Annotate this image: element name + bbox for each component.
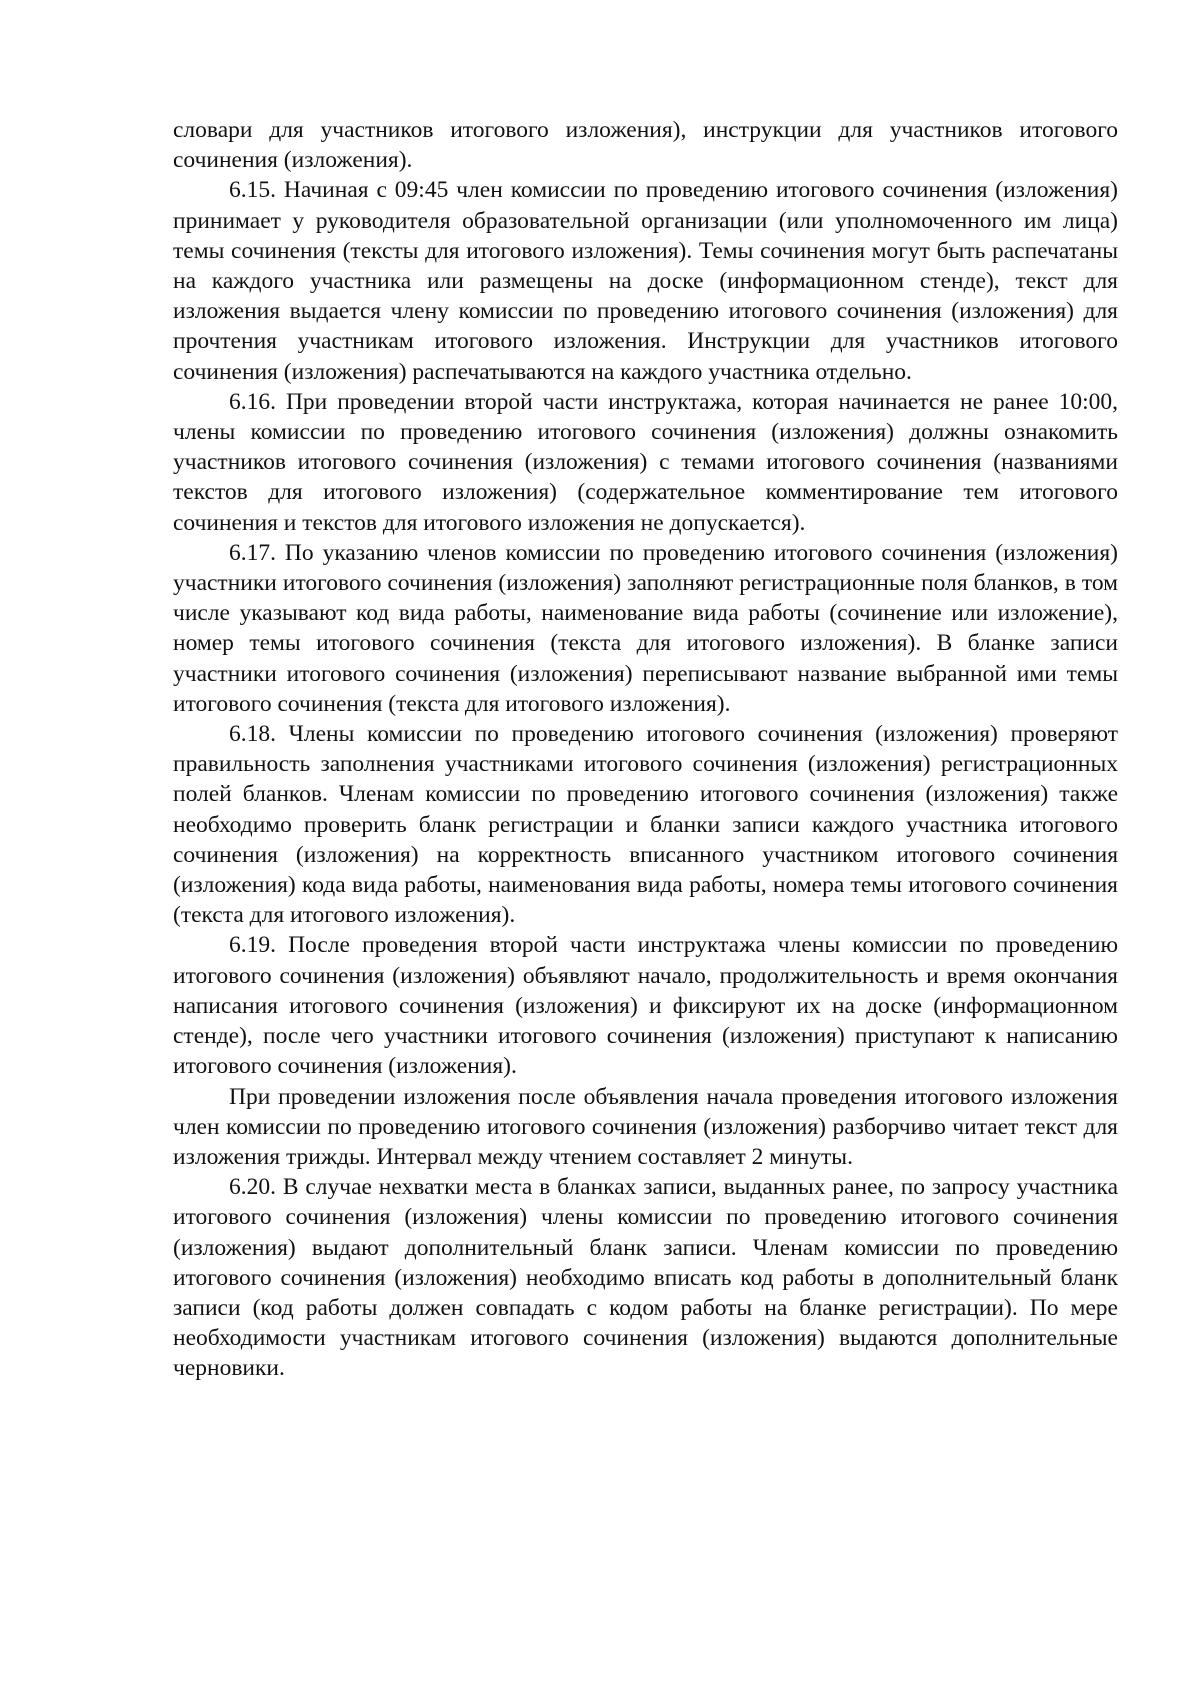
paragraph-6-20: 6.20. В случае нехватки места в бланках записи, выданных ранее, по запросу участника итогового сочинения (изложения) члены комиссии по проведению итогового сочинения (изложения) выдают дополнительный бланк записи. Членам комиссии по проведению итогового сочинения (изложения) необходимо вписать код работы в дополнительный бланк записи (код работы должен совпадать с кодом работы на бланке регистрации). По мере необходимости участникам итогового сочинения (изложения) выдаются дополнительные черновики. — [173, 1174, 1118, 1382]
paragraph-6-19-reading: При проведении изложения после объявления начала проведения итогового изложения член комиссии по проведению итогового сочинения (изложения) разборчиво читает текст для изложения трижды. Интервал между чтением составляет 2 минуты. — [173, 1083, 1118, 1170]
paragraph-6-17: 6.17. По указанию членов комиссии по проведению итогового сочинения (изложения) участники итогового сочинения (изложения) заполняют регистрационные поля бланков, в том числе указывают код вида работы, наименование вида работы (сочинение или изложение), номер темы итогового сочинения (текста для итогового изложения). В бланке записи участники итогового сочинения (изложения) переписывают название выбранной ими темы итогового сочинения (текста для итогового изложения). — [173, 539, 1118, 717]
paragraph-6-15: 6.15. Начиная с 09:45 член комиссии по проведению итогового сочинения (изложения) принимает у руководителя образовательной организации (или уполномоченного им лица) темы сочинения (тексты для итогового изложения). Темы сочинения могут быть распечатаны на каждого участника или размещены на доске (информационном стенде), текст для изложения выдается члену комиссии по проведению итогового сочинения (изложения) для прочтения участникам итогового изложения. Инструкции для участников итогового сочинения (изложения) распечатываются на каждого участника отдельно. — [173, 177, 1118, 385]
paragraph-continuation: словари для участников итогового изложения), инструкции для участников итогового сочинения (изложения). — [173, 117, 1118, 174]
document-page — [173, 115, 1118, 1384]
paragraph-6-18: 6.18. Члены комиссии по проведению итогового сочинения (изложения) проверяют правильность заполнения участниками итогового сочинения (изложения) регистрационных полей бланков. Членам комиссии по проведению итогового сочинения (изложения) также необходимо проверить бланк регистрации и бланки записи каждого участника итогового сочинения (изложения) на корректность вписанного участником итогового сочинения (изложения) кода вида работы, наименования вида работы, номера темы итогового сочинения (текста для итогового изложения). — [173, 721, 1118, 929]
paragraph-6-16: 6.16. При проведении второй части инструктажа, которая начинается не ранее 10:00, члены комиссии по проведению итогового сочинения (изложения) должны ознакомить участников итогового сочинения (изложения) с темами итогового сочинения (названиями текстов для итогового изложения) (содержательное комментирование тем итогового сочинения и текстов для итогового изложения не допускается). — [173, 388, 1118, 536]
paragraph-6-19: 6.19. После проведения второй части инструктажа члены комиссии по проведению итогового сочинения (изложения) объявляют начало, продолжительность и время окончания написания итогового сочинения (изложения) и фиксируют их на доске (информационном стенде), после чего участники итогового сочинения (изложения) приступают к написанию итогового сочинения (изложения). — [173, 932, 1118, 1080]
